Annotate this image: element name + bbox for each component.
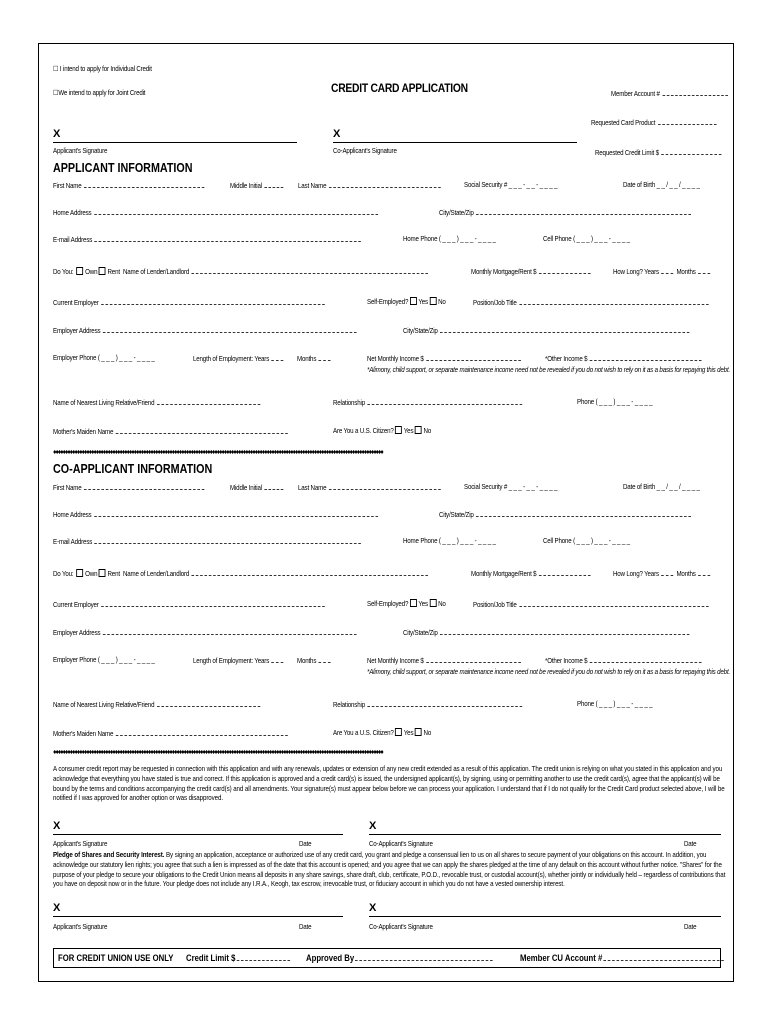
- email-field[interactable]: E-mail Address: [53, 536, 361, 546]
- home-phone-field[interactable]: Home Phone ( _ _ _ ) _ _ _ - _ _ _ _: [403, 234, 496, 243]
- relationship-field[interactable]: Relationship: [333, 699, 522, 709]
- pledge-coapplicant-sig-label: Co-Applicant's Signature: [369, 922, 433, 931]
- mortgage-field[interactable]: Monthly Mortgage/Rent $: [471, 266, 590, 276]
- relationship-field[interactable]: Relationship: [333, 397, 522, 407]
- relative-phone-field[interactable]: Phone ( _ _ _ ) _ _ _ - _ _ _ _: [577, 397, 653, 406]
- relative-field[interactable]: Name of Nearest Living Relative/Friend: [53, 699, 260, 709]
- diamond-divider-1: ♦♦♦♦♦♦♦♦♦♦♦♦♦♦♦♦♦♦♦♦♦♦♦♦♦♦♦♦♦♦♦♦♦♦♦♦♦♦♦♦♦♦♦♦♦♦♦♦♦♦♦♦♦♦♦♦♦♦♦♦♦♦♦♦♦♦♦♦♦♦♦♦♦♦♦♦♦♦♦♦♦♦♦♦♦♦♦♦♦♦♦♦♦♦♦♦♦♦♦♦♦♦♦♦♦♦♦♦♦♦♦♦♦♦♦♦♦♦♦♦♦♦♦♦♦♦♦♦♦♦♦♦♦♦♦♦♦♦♦: [53, 449, 383, 456]
- alimony-note: *Alimony, child support, or separate maintenance income need not be revealed if you do not wish to rely on it as a basis for repaying this debt.: [367, 365, 731, 374]
- self-employed-field[interactable]: Self-Employed? Yes No: [367, 297, 446, 306]
- individual-credit-checkbox[interactable]: ☐ I intend to apply for Individual Credit: [53, 64, 152, 73]
- citizen-field[interactable]: Are You a U.S. Citizen? Yes No: [333, 426, 432, 435]
- net-income-field[interactable]: Net Monthly Income $: [367, 353, 521, 363]
- pledge-applicant-date: Date: [299, 922, 312, 931]
- home-address-field[interactable]: Home Address: [53, 509, 378, 519]
- net-income-field[interactable]: Net Monthly Income $: [367, 655, 521, 665]
- length-employment-field[interactable]: Length of Employment: Years: [193, 353, 284, 363]
- dob-field[interactable]: Date of Birth _ _ / _ _ / _ _ _ _: [623, 482, 700, 491]
- member-account-label: Member Account #: [611, 88, 728, 98]
- first-name-field[interactable]: First Name: [53, 180, 204, 190]
- applicant-section-title: APPLICANT INFORMATION: [53, 161, 193, 175]
- last-name-field[interactable]: Last Name: [298, 482, 441, 492]
- employer-phone-field[interactable]: Employer Phone ( _ _ _ ) _ _ _ - _ _ _ _: [53, 353, 155, 362]
- cu-only-label: FOR CREDIT UNION USE ONLY: [58, 953, 174, 963]
- relative-field[interactable]: Name of Nearest Living Relative/Friend: [53, 397, 260, 407]
- credit-union-use-box: [53, 948, 721, 968]
- pledge-paragraph: [53, 850, 732, 889]
- position-field[interactable]: Position/Job Title: [473, 599, 708, 609]
- diamond-divider-2: ♦♦♦♦♦♦♦♦♦♦♦♦♦♦♦♦♦♦♦♦♦♦♦♦♦♦♦♦♦♦♦♦♦♦♦♦♦♦♦♦♦♦♦♦♦♦♦♦♦♦♦♦♦♦♦♦♦♦♦♦♦♦♦♦♦♦♦♦♦♦♦♦♦♦♦♦♦♦♦♦♦♦♦♦♦♦♦♦♦♦♦♦♦♦♦♦♦♦♦♦♦♦♦♦♦♦♦♦♦♦♦♦♦♦♦♦♦♦♦♦♦♦♦♦♦♦♦♦♦♦♦♦♦♦♦♦♦♦♦: [53, 749, 383, 756]
- consent-coapplicant-sig-line[interactable]: [369, 834, 721, 835]
- applicant-signature-line[interactable]: [53, 142, 297, 143]
- consent-applicant-x: X: [53, 820, 61, 832]
- pledge-coapplicant-x: X: [369, 902, 377, 914]
- employment-months-field[interactable]: Months: [297, 655, 331, 665]
- joint-credit-checkbox[interactable]: ☐We intend to apply for Joint Credit: [53, 88, 146, 97]
- employer-address-field[interactable]: Employer Address: [53, 627, 357, 637]
- maiden-name-field[interactable]: Mother's Maiden Name: [53, 426, 288, 436]
- pledge-applicant-sig-line[interactable]: [53, 916, 343, 917]
- middle-initial-field[interactable]: Middle Initial: [230, 180, 283, 190]
- cell-phone-field[interactable]: Cell Phone ( _ _ _ ) _ _ _ - _ _ _ _: [543, 234, 630, 243]
- self-employed-field[interactable]: Self-Employed? Yes No: [367, 599, 446, 608]
- requested-limit-label: Requested Credit Limit $: [595, 147, 722, 157]
- coapplicant-signature-line[interactable]: [333, 142, 577, 143]
- coapplicant-section-title: CO-APPLICANT INFORMATION: [53, 462, 213, 476]
- maiden-name-field[interactable]: Mother's Maiden Name: [53, 728, 288, 738]
- pledge-title: Pledge of Shares and Security Interest.: [53, 850, 165, 859]
- last-name-field[interactable]: Last Name: [298, 180, 441, 190]
- applicant-x-mark: X: [53, 128, 61, 140]
- home-phone-field[interactable]: Home Phone ( _ _ _ ) _ _ _ - _ _ _ _: [403, 536, 496, 545]
- coapplicant-x-mark: X: [333, 128, 341, 140]
- consent-coapplicant-date: Date: [684, 839, 697, 848]
- housing-field[interactable]: Do You: Own Rent Name of Lender/Landlord: [53, 266, 428, 276]
- applicant-signature-label: Applicant's Signature: [53, 146, 108, 155]
- pledge-coapplicant-sig-line[interactable]: [369, 916, 721, 917]
- cell-phone-field[interactable]: Cell Phone ( _ _ _ ) _ _ _ - _ _ _ _: [543, 536, 630, 545]
- citizen-field[interactable]: Are You a U.S. Citizen? Yes No: [333, 728, 432, 737]
- employer-city-field[interactable]: City/State/Zip: [403, 627, 690, 637]
- email-field[interactable]: E-mail Address: [53, 234, 361, 244]
- pledge-applicant-sig-label: Applicant's Signature: [53, 922, 108, 931]
- housing-field[interactable]: Do You: Own Rent Name of Lender/Landlord: [53, 568, 428, 578]
- how-long-field[interactable]: How Long? Years Months: [613, 266, 710, 276]
- alimony-note: *Alimony, child support, or separate maintenance income need not be revealed if you do not wish to rely on it as a basis for repaying this debt.: [367, 667, 731, 676]
- approved-by-field[interactable]: Approved By: [306, 953, 493, 963]
- city-state-zip-field[interactable]: City/State/Zip: [439, 509, 691, 519]
- dob-field[interactable]: Date of Birth _ _ / _ _ / _ _ _ _: [623, 180, 700, 189]
- employer-city-field[interactable]: City/State/Zip: [403, 325, 690, 335]
- consent-applicant-sig-line[interactable]: [53, 834, 343, 835]
- home-address-field[interactable]: Home Address: [53, 207, 378, 217]
- other-income-field[interactable]: *Other Income $: [545, 655, 702, 665]
- member-cu-account-field[interactable]: Member CU Account #: [520, 953, 724, 963]
- employment-months-field[interactable]: Months: [297, 353, 331, 363]
- requested-product-label: Requested Card Product: [591, 117, 716, 127]
- first-name-field[interactable]: First Name: [53, 482, 204, 492]
- middle-initial-field[interactable]: Middle Initial: [230, 482, 283, 492]
- consent-applicant-date: Date: [299, 839, 312, 848]
- ssn-field[interactable]: Social Security # _ _ _ - _ _ - _ _ _ _: [464, 180, 558, 189]
- application-form: [38, 43, 734, 982]
- employer-field[interactable]: Current Employer: [53, 297, 325, 307]
- employer-address-field[interactable]: Employer Address: [53, 325, 357, 335]
- mortgage-field[interactable]: Monthly Mortgage/Rent $: [471, 568, 590, 578]
- consent-paragraph: A consumer credit report may be requested in connection with this application and with any renewals, updates or extension of any new credit extended as a result of this application. The credit union is relying on what you stated in this application and you acknowledge that everything you have stated is true and correct. If this application is approved and a credit card(s) is issued, the undersigned applicant(s), by signing, using or permitting another to use the credit card(s), agree that the applicant(s) will be bound by the terms and conditions accompanying the credit card(s) and all amendments. Your signature(s) must appear below before we can process your application. I understand that if I do not qualify for the Credit Card product selected above, I will be notified if I was approved for another option or was disapproved.: [53, 764, 725, 803]
- other-income-field[interactable]: *Other Income $: [545, 353, 702, 363]
- city-state-zip-field[interactable]: City/State/Zip: [439, 207, 691, 217]
- how-long-field[interactable]: How Long? Years Months: [613, 568, 710, 578]
- position-field[interactable]: Position/Job Title: [473, 297, 708, 307]
- ssn-field[interactable]: Social Security # _ _ _ - _ _ - _ _ _ _: [464, 482, 558, 491]
- employer-field[interactable]: Current Employer: [53, 599, 325, 609]
- credit-limit-field[interactable]: Credit Limit $: [186, 953, 290, 963]
- consent-coapplicant-sig-label: Co-Applicant's Signature: [369, 839, 433, 848]
- coapplicant-signature-label: Co-Applicant's Signature: [333, 146, 397, 155]
- consent-coapplicant-x: X: [369, 820, 377, 832]
- pledge-coapplicant-date: Date: [684, 922, 697, 931]
- length-employment-field[interactable]: Length of Employment: Years: [193, 655, 284, 665]
- pledge-applicant-x: X: [53, 902, 61, 914]
- employer-phone-field[interactable]: Employer Phone ( _ _ _ ) _ _ _ - _ _ _ _: [53, 655, 155, 664]
- consent-applicant-sig-label: Applicant's Signature: [53, 839, 108, 848]
- pledge-text: By signing an application, acceptance or authorized use of any credit card, you grant and pledge a consensual lien to us on all shares to secure payment of your obligations on this account. In addition, you acknowledge our statutory lien rights; you agree that such a lien is impressed as of the date that this account is opened; and you agree that we can apply the shares pledged at the time of any default on this account without further notice. "Shares" for the purpose of your pledge to secure your obligations to the Credit Union means all deposits in any share savings, share draft, club, certificate, P.O.D., revocable trust, or custodial account(s), whether jointly or individually held – regardless of contributions that you have on deposit now or in the future. Your pledge does not include any I.R.A., Keogh, tax escrow, irrevocable trust, or fiduciary account in which you do not have a vested ownership interest.: [53, 850, 726, 889]
- form-title: CREDIT CARD APPLICATION: [331, 81, 468, 95]
- relative-phone-field[interactable]: Phone ( _ _ _ ) _ _ _ - _ _ _ _: [577, 699, 653, 708]
